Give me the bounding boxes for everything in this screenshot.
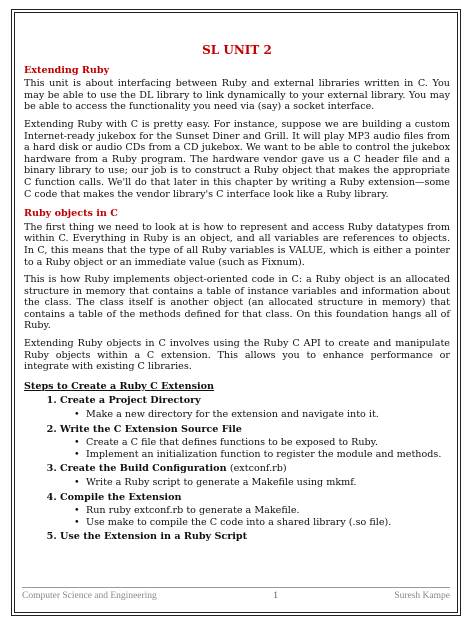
bullet-item: • Make a new directory for the extension and navigate into it. <box>86 409 450 421</box>
step-title-paren: (extconf.rb) <box>229 463 287 475</box>
paragraph: Extending Ruby objects in C involves using the Ruby C API to create and manipulate Ruby objects within a C extension. This allows you to enhance performance or integrate with existing C libraries. <box>24 338 450 373</box>
footer-author: Suresh Kampe <box>394 591 450 601</box>
bullet-item: • Implement an initialization function to register the module and methods. <box>86 449 450 461</box>
step-item <box>60 531 450 543</box>
step-item <box>60 463 450 488</box>
step-bullets <box>60 437 450 460</box>
step-title: Use the Extension in a Ruby Script <box>60 531 248 543</box>
step-item <box>60 395 450 420</box>
bullet-item: • Create a C file that defines functions to be exposed to Ruby. <box>86 437 450 449</box>
paragraph: This is how Ruby implements object-oriented code in C: a Ruby object is an allocated structure in memory that contains a table of instance variables and information about the class. The class itself is another object (an allocated structure in memory) that contains a table of the methods defined for that class. On this foundation hangs all of Ruby. <box>24 274 450 332</box>
paragraph: This unit is about interfacing between Ruby and external libraries written in C. You may be able to use the DL library to link dynamically to your external library. You may be able to access the functionality you need via (say) a socket interface. <box>24 78 450 113</box>
page-number: 1 <box>273 591 278 601</box>
bullet-item: • Use make to compile the C code into a shared library (.so file). <box>86 517 450 529</box>
paragraph: Extending Ruby with C is pretty easy. For instance, suppose we are building a custom Internet-ready jukebox for the Sunset Diner and Grill. It will play MP3 audio files from a hard disk or audio CDs from a CD jukebox. We want to be able to control the jukebox hardware from a Ruby program. The hardware vendor gave us a C header file and a binary library to use; our job is to construct a Ruby object that makes the appropriate C function calls. We'll do that later in this chapter by writing a Ruby extension—some C code that makes the vendor library's C interface look like a Ruby library. <box>24 118 450 200</box>
footer-department: Computer Science and Engineering <box>22 591 157 601</box>
paragraph: The first thing we need to look at is how to represent and access Ruby datatypes from within C. Everything in Ruby is an object, and all variables are references to objects. In C, this means that the type of all Ruby variables is VALUE, which is either a pointer to a Ruby object or an immediate value (such as Fixnum). <box>24 221 450 268</box>
step-title: Compile the Extension <box>60 491 182 503</box>
document-body <box>24 45 450 544</box>
page-footer <box>22 587 450 601</box>
step-bullets <box>60 409 450 421</box>
section-heading-ruby-objects: Ruby objects in C <box>24 208 118 220</box>
step-bullets <box>60 505 450 528</box>
steps-list <box>24 395 450 543</box>
step-bullets <box>60 477 450 489</box>
step-item <box>60 424 450 461</box>
bullet-item: • Write a Ruby script to generate a Makefile using mkmf. <box>86 477 450 489</box>
section-heading-extending-ruby: Extending Ruby <box>24 64 110 76</box>
step-title: Create the Build Configuration <box>60 463 227 475</box>
step-item <box>60 492 450 529</box>
page-title: SL UNIT 2 <box>202 43 272 57</box>
step-title: Create a Project Directory <box>60 395 201 407</box>
step-title: Write the C Extension Source File <box>60 423 242 435</box>
steps-heading: Steps to Create a Ruby C Extension <box>24 380 215 392</box>
bullet-item: • Run ruby extconf.rb to generate a Makefile. <box>86 505 450 517</box>
